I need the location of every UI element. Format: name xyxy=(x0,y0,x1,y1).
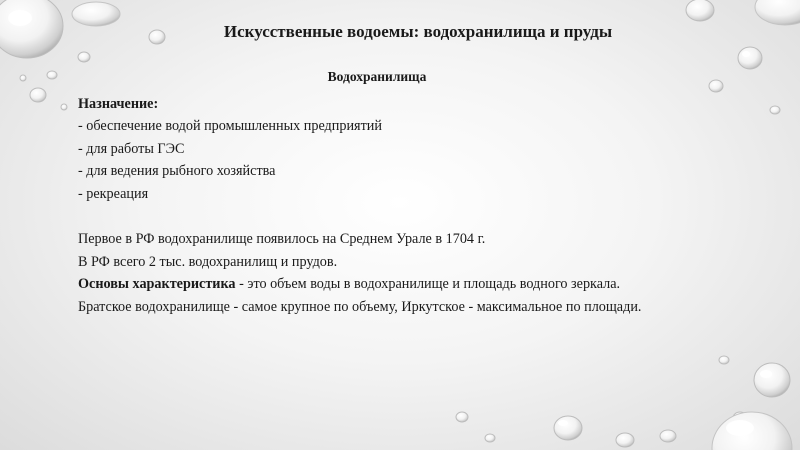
fact-first-reservoir: Первое в РФ водохранилище появилось на Среднем Урале в 1704 г. xyxy=(78,231,486,248)
fact-reservoir-count: В РФ всего 2 тыс. водохранилищ и прудов. xyxy=(78,253,338,270)
water-drop xyxy=(719,356,729,364)
water-drop xyxy=(770,106,780,114)
water-drop xyxy=(554,416,582,440)
purpose-heading: Назначение: xyxy=(78,95,159,112)
purpose-item: - для работы ГЭС xyxy=(78,140,185,157)
characteristics-term: Основы характеристика xyxy=(78,276,236,293)
largest-reservoirs-paragraph: Братское водохранилище - самое крупное по объему, Иркутское - максимальное по площади. xyxy=(78,298,642,315)
purpose-item: - рекреация xyxy=(78,185,149,202)
water-drop xyxy=(20,75,26,81)
section-heading: Водохранилища xyxy=(327,69,427,84)
water-drop xyxy=(30,88,46,102)
characteristics-text: - это объем воды в водохранилище и площадь водного зеркала. xyxy=(235,276,621,293)
water-drop xyxy=(709,80,723,92)
paragraph-spacer xyxy=(58,206,676,229)
drop-group-top-right xyxy=(686,0,800,114)
water-drop xyxy=(78,52,90,62)
water-drop xyxy=(47,71,57,79)
water-drop xyxy=(686,0,714,21)
water-drop xyxy=(660,430,676,442)
purpose-item: - обеспечение водой промышленных предприятий xyxy=(78,118,382,135)
water-drop xyxy=(485,434,495,442)
slide-title: Искусственные водоемы: водохранилища и пруды xyxy=(223,22,613,41)
water-drop xyxy=(754,363,790,397)
characteristics-paragraph xyxy=(58,273,676,296)
slide-content xyxy=(58,66,676,319)
water-drop xyxy=(738,47,762,69)
water-drop xyxy=(616,433,634,447)
water-drop xyxy=(456,412,468,422)
drop-group-bottom-right xyxy=(456,356,792,450)
purpose-item: - для ведения рыбного хозяйства xyxy=(78,163,276,180)
